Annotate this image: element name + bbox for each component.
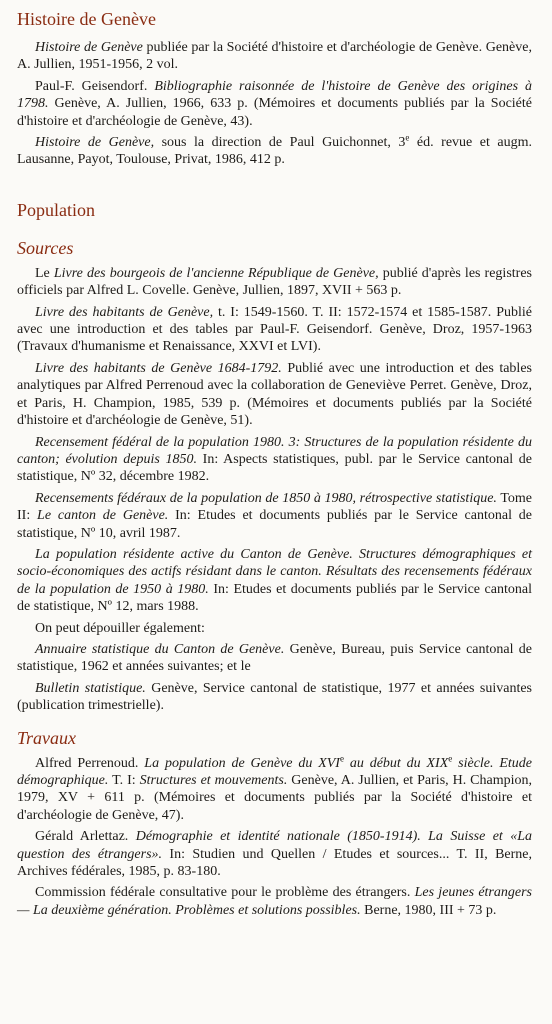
entry-text: Berne, 1980, III + 73 p. <box>360 902 497 918</box>
subsection-title-sources: Sources <box>17 237 74 258</box>
entry-text: t. I: 1549-1560. T. II: 1572-1574 et 1585-1587. Publié avec une introduction et des tables par Paul-F. Geisendorf. Genève, Droz, 1957-1963 (Travaux d'humanisme et Renaissance, XXVI et LVI). <box>17 304 532 355</box>
bib-entry <box>17 78 532 130</box>
bib-entry <box>17 304 532 356</box>
entry-title: Recensement fédéral de la population 1980. 3: Structures de la population résidente du canton; évolution depuis 1850. <box>17 434 532 467</box>
bib-entry <box>17 620 532 637</box>
entry-author: Paul-F. Geisendorf. <box>35 78 155 94</box>
bib-entry <box>17 884 532 919</box>
entry-superscript: e <box>339 752 344 763</box>
entry-author: Gérald Arlettaz. <box>35 829 136 845</box>
bib-entry <box>17 641 532 676</box>
bib-entry <box>17 752 533 825</box>
entry-title: Le canton de Genève. <box>37 508 169 524</box>
entry-text: Genève, A. Jullien, et Paris, H. Champion, 1979, XV + 611 p. (Mémoires et documents publiés par la Société d'histoire et d'archéologie de Genève, 47). <box>17 773 532 823</box>
bib-entry <box>17 828 532 880</box>
entry-text: Publié avec une introduction et des tables analytiques par Alfred Perrenoud avec la collaboration de Geneviève Perret. Genève, Droz, et Paris, H. Champion, 1985, 539 p. (Mémoires et documents publiés par la Société d'histoire et d'archéologie de Genève, 51). <box>17 360 532 429</box>
bib-entry <box>17 265 532 300</box>
entry-text: In: Studien und Quellen / Etudes et sources... T. II, Berne, Archives fédérales, 1985, p. 83-180. <box>17 846 533 880</box>
entry-text: Genève, Bureau, puis Service cantonal de statistique, 1962 et années suivantes; et le <box>17 641 532 675</box>
entry-title: Bibliographie raisonnée de l'histoire de Genève des origines à 1798. <box>17 78 533 112</box>
entry-title: Bulletin statistique. <box>35 680 146 696</box>
entry-lead: Le <box>35 265 54 281</box>
entry-author: Commission fédérale consultative pour le problème des étrangers. <box>35 885 415 901</box>
bib-entry <box>17 490 532 542</box>
bib-entry <box>17 134 532 169</box>
entry-author: Alfred Perrenoud. <box>35 755 145 771</box>
section-title-population: Population <box>17 199 96 220</box>
entry-title: Histoire de Genève, <box>35 135 155 151</box>
entry-text: éd. revue et augm. Lausanne, Payot, Toulouse, Privat, 1986, 412 p. <box>17 135 532 168</box>
entry-title: Structures et mouvements. <box>139 773 288 788</box>
bib-entry <box>17 546 532 616</box>
entry-text: In: Etudes et documents publiés par le Service cantonal de statistique, Nº 10, avril 1987. <box>17 508 532 541</box>
bib-entry <box>17 360 532 430</box>
bib-entry <box>17 39 532 74</box>
entry-title: Livre des bourgeois de l'ancienne République de Genève, <box>53 265 379 281</box>
entry-title: au début du XIX <box>343 755 449 771</box>
entry-text: In: Aspects statistiques, publ. par le Service cantonal de statistique, Nº 32, décembre 1982. <box>17 451 532 485</box>
entry-title: La population résidente active du Canton de Genève. Structures démographiques et socio-économiques des actifs résidant dans le canton. Résultats des recensements fédéraux de la population de 1950 à 1980. <box>17 546 532 597</box>
entry-text: publié d'après les registres officiels par Alfred L. Covelle. Genève, Jullien, 1897, XVII + 563 p. <box>17 265 532 299</box>
subsection-title-travaux: Travaux <box>17 727 77 748</box>
entry-superscript: e <box>448 752 453 763</box>
entry-text: publiée par la Société d'histoire et d'archéologie de Genève. Genève, A. Jullien, 1951-1956, 2 vol. <box>17 40 532 73</box>
entry-title: Démographie et identité nationale (1850-1914). La Suisse et «La question des étrangers». <box>17 829 532 862</box>
entry-text: In: Etudes et documents publiés par le Service cantonal de statistique, Nº 12, mars 1988. <box>17 581 532 615</box>
entry-title: Recensements fédéraux de la population de 1850 à 1980, rétrospective statistique. <box>35 490 497 506</box>
entry-title: Annuaire statistique du Canton de Genève. <box>35 641 285 657</box>
entry-title: La population de Genève du XVI <box>144 755 340 771</box>
entry-text: Genève, Service cantonal de statistique, 1977 et années suivantes (publication trimestrielle). <box>17 680 533 714</box>
entry-title: siècle. Etude démographique. <box>17 755 533 788</box>
section-title-histoire: Histoire de Genève <box>17 9 156 29</box>
entry-superscript: e <box>405 132 410 143</box>
entry-text: Genève, A. Jullien, 1966, 633 p. (Mémoires et documents publiés par la Société d'histoire et d'archéologie de Genève, 43). <box>17 96 532 129</box>
entry-text: T. I: <box>108 773 140 788</box>
entry-text: Tome II: <box>17 490 532 524</box>
entry-title: Histoire de Genève <box>35 40 143 55</box>
entry-title: Livre des habitants de Genève, <box>35 304 214 320</box>
entry-text: sous la direction de Paul Guichonnet, 3 <box>154 135 406 151</box>
entry-text: On peut dépouiller également: <box>35 620 205 636</box>
entry-title: Livre des habitants de Genève 1684-1792. <box>35 360 282 376</box>
bib-entry <box>17 434 532 486</box>
bib-entry <box>17 680 532 715</box>
entry-title: Les jeunes étrangers — La deuxième génération. Problèmes et solutions possibles. <box>17 885 532 918</box>
